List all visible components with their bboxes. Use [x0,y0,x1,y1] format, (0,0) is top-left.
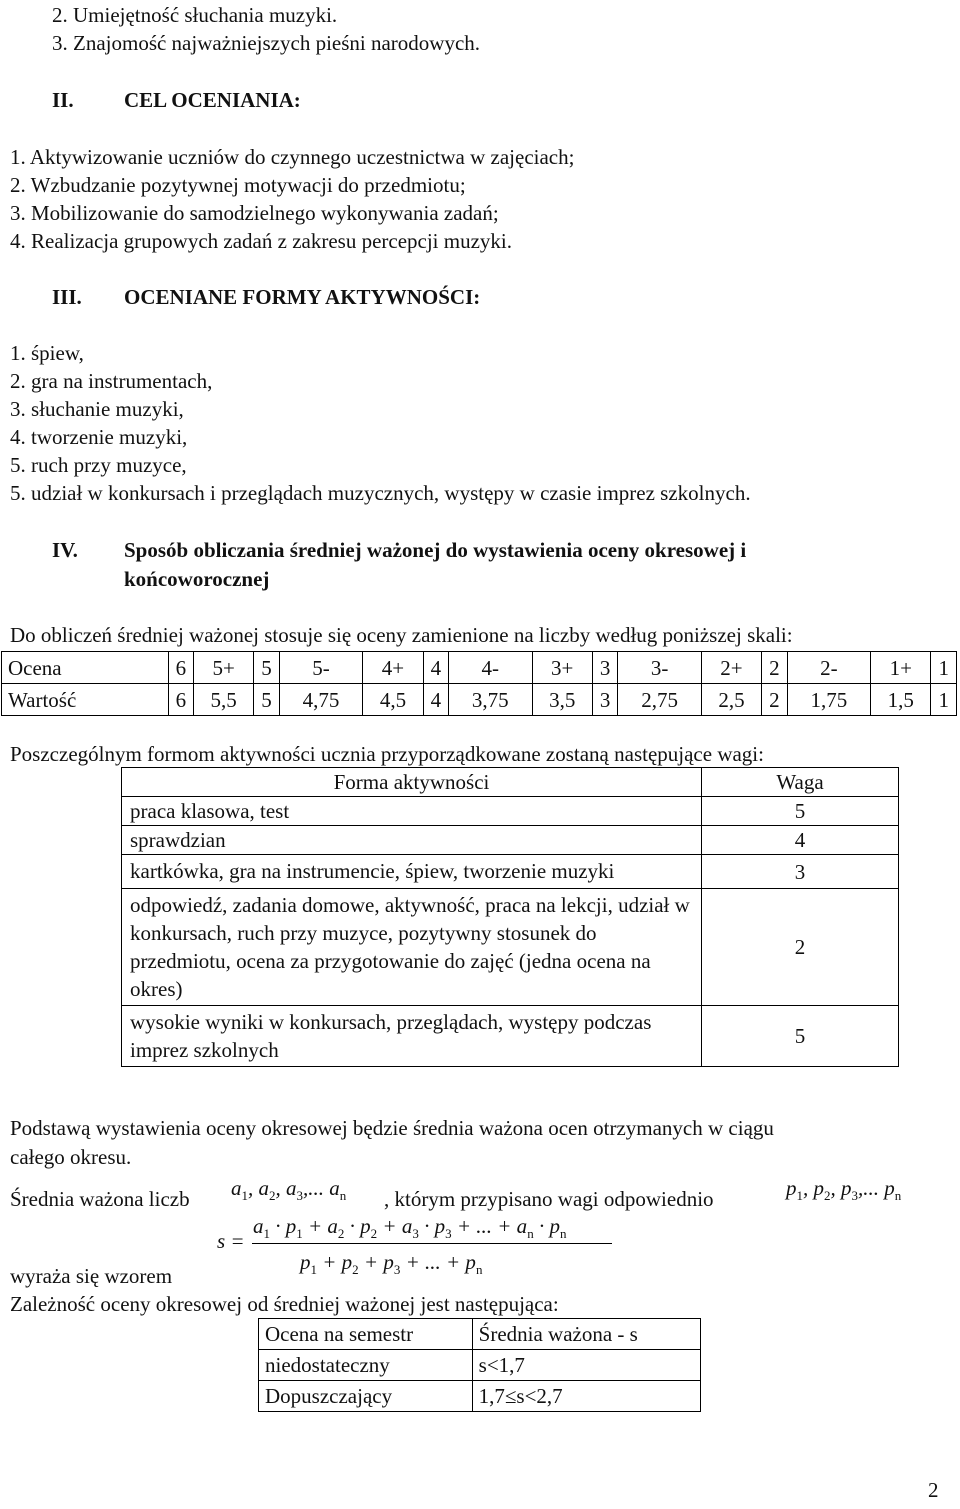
list-item: 1. Aktywizowanie uczniów do czynnego uczestnictwa w zajęciach; [10,145,575,169]
section-number: II. [52,88,74,112]
column-header: Forma aktywności [122,768,702,797]
grade-cell: 3+ [532,652,592,684]
value-label: Wartość [2,684,169,716]
formula-lhs: s = [217,1229,245,1253]
column-header: Waga [702,768,899,797]
value-cell: 2 [762,684,787,716]
table-row [122,826,899,855]
grade-cell: 5+ [194,652,254,684]
table-row [259,1350,701,1381]
table-row [122,1006,899,1067]
form-cell: wysokie wyniki w konkursach, przeglądach, występy podczas imprez szkolnych [122,1006,702,1067]
formula-denominator: $p_1 + p_2 + p_3$ + ... + $p_n$ [300,1250,483,1278]
range-cell: s<1,7 [472,1350,700,1381]
page-number: 2 [928,1478,939,1502]
table-header-row [259,1319,701,1350]
grade-cell: 4- [449,652,533,684]
basis-text-cont: całego okresu. [10,1145,132,1169]
value-cell: 2,75 [618,684,702,716]
form-cell: sprawdzian [122,826,702,855]
value-cell: 1,5 [871,684,931,716]
table-row [2,684,957,716]
grade-scale-table [1,651,957,716]
weights-intro: Poszczególnym formom aktywności ucznia przyporządkowane zostaną następujące wagi: [10,742,764,766]
form-cell: odpowiedź, zadania domowe, aktywność, praca na lekcji, udział w konkursach, ruch przy muzyce, pozytywny stosunek do przedmiotu, ocena za przygotowanie do zajęć (jedna ocena na okres) [122,889,702,1006]
value-cell: 3,75 [449,684,533,716]
list-item: 3. Mobilizowanie do samodzielnego wykonywania zadań; [10,201,499,225]
value-cell: 5,5 [194,684,254,716]
value-cell: 1 [931,684,957,716]
scale-intro: Do obliczeń średniej ważonej stosuje się oceny zamienione na liczby według poniższej skali: [10,623,793,647]
weights-table [121,767,899,1067]
table-row [122,889,899,1006]
grade-cell: 3- [618,652,702,684]
form-cell: praca klasowa, test [122,797,702,826]
value-cell: 4 [423,684,448,716]
avg-text: Średnia ważona liczb [10,1187,190,1211]
column-header: Średnia ważona - s [472,1319,700,1350]
list-item: 4. tworzenie muzyki, [10,425,188,449]
fraction-line [252,1243,612,1244]
table-row [259,1381,701,1412]
table-row [2,652,957,684]
grade-cell: 2- [787,652,871,684]
weight-cell: 5 [702,797,899,826]
list-item: 5. ruch przy muzyce, [10,453,187,477]
weight-cell: 2 [702,889,899,1006]
list-item: 2. gra na instrumentach, [10,369,213,393]
section-title-cont: końcoworocznej [124,567,270,591]
value-cell: 5 [254,684,279,716]
list-item: 1. śpiew, [10,341,84,365]
grade-cell: niedostateczny [259,1350,473,1381]
grade-cell: 4+ [363,652,423,684]
value-cell: 3,5 [532,684,592,716]
value-cell: 2,5 [701,684,761,716]
grade-cell: 4 [423,652,448,684]
grade-label: Ocena [2,652,169,684]
section-title: Sposób obliczania średniej ważonej do wystawienia oceny okresowej i [124,538,747,562]
grade-cell: 6 [168,652,193,684]
value-cell: 4,75 [279,684,363,716]
grade-cell: 1+ [871,652,931,684]
formula-numerator: $a_1 \cdot p_1 + a_2 \cdot p_2 + a_3 \cdot p_3$ + ... + $a_n \cdot p_n$ [253,1214,567,1242]
weight-cell: 3 [702,855,899,889]
range-cell: 1,7≤s<2,7 [472,1381,700,1412]
list-item: 4. Realizacja grupowych zadań z zakresu percepcji muzyki. [10,229,513,253]
value-cell: 3 [592,684,617,716]
grade-cell: 2+ [701,652,761,684]
dependency-text: Zależność oceny okresowej od średniej ważonej jest następująca: [10,1292,559,1316]
list-item: 2. Wzbudzanie pozytywnej motywacji do przedmiotu; [10,173,466,197]
numbers-sequence: $a_1$, $a_2$, $a_3$,... $a_n$ [231,1176,347,1204]
semester-table [258,1318,701,1412]
weight-cell: 5 [702,1006,899,1067]
section-title: CEL OCENIANIA: [124,88,301,112]
list-item: 3. Znajomość najważniejszych pieśni narodowych. [52,31,481,55]
formula-text: wyraża się wzorem [10,1264,173,1288]
section-title: OCENIANE FORMY AKTYWNOŚCI: [124,285,481,309]
value-cell: 1,75 [787,684,871,716]
basis-text: Podstawą wystawienia oceny okresowej będzie średnia ważona ocen otrzymanych w ciągu [10,1116,774,1140]
list-item: 5. udział w konkursach i przeglądach muzycznych, występy w czasie imprez szkolnych. [10,481,751,505]
value-cell: 4,5 [363,684,423,716]
grade-cell: Dopuszczający [259,1381,473,1412]
value-cell: 6 [168,684,193,716]
section-number: IV. [52,538,78,562]
list-item: 2. Umiejętność słuchania muzyki. [52,3,338,27]
table-row [122,797,899,826]
form-cell: kartkówka, gra na instrumencie, śpiew, tworzenie muzyki [122,855,702,889]
grade-cell: 5 [254,652,279,684]
table-row [122,855,899,889]
list-item: 3. słuchanie muzyki, [10,397,184,421]
grade-cell: 5- [279,652,363,684]
table-header-row [122,768,899,797]
grade-cell: 3 [592,652,617,684]
weight-cell: 4 [702,826,899,855]
column-header: Ocena na semestr [259,1319,473,1350]
grade-cell: 2 [762,652,787,684]
weights-sequence: $p_1$, $p_2$, $p_3$,... $p_n$ [786,1176,902,1204]
avg-text-cont: , którym przypisano wagi odpowiednio [384,1187,714,1211]
section-number: III. [52,285,82,309]
grade-cell: 1 [931,652,957,684]
